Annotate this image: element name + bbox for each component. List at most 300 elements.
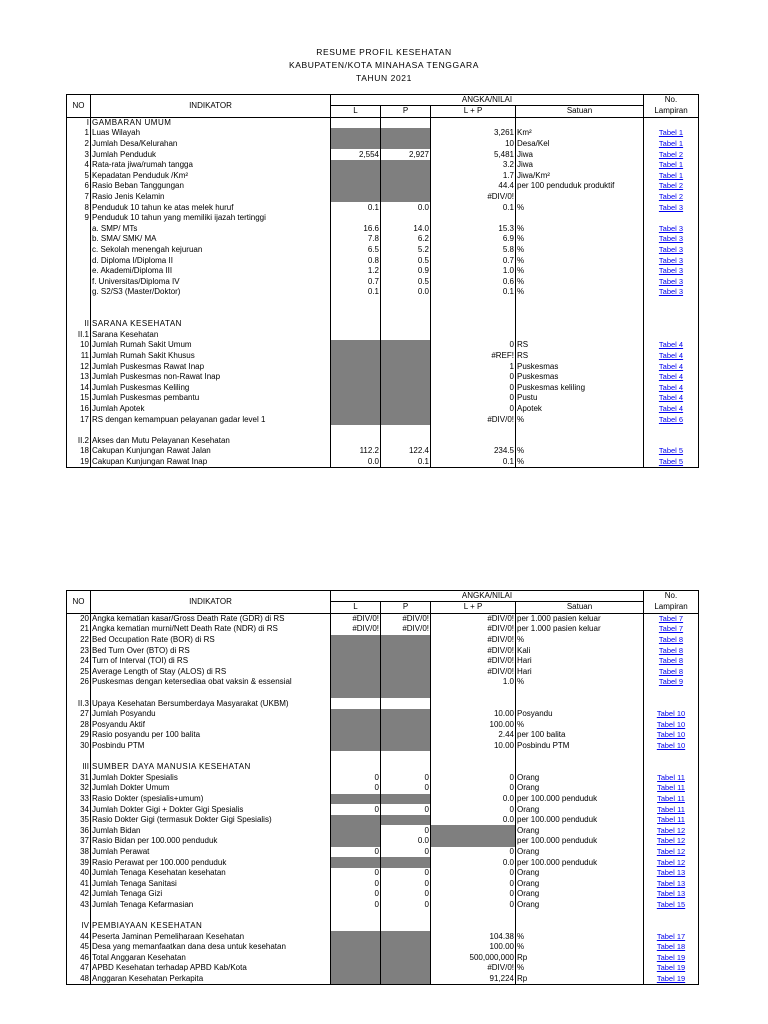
row-lampiran <box>644 942 699 953</box>
row-value-lp: #DIV/0! <box>431 192 516 203</box>
row-lampiran <box>644 393 699 404</box>
lampiran-link[interactable]: Tabel 1 <box>658 170 684 180</box>
row-indicator: PEMBIAYAAN KESEHATAN <box>91 921 331 932</box>
row-value-lp: #DIV/0! <box>431 635 516 646</box>
lampiran-link[interactable]: Tabel 3 <box>658 266 684 276</box>
row-lampiran <box>644 171 699 182</box>
row-value-p <box>381 128 431 139</box>
row-value-l <box>331 825 381 836</box>
row-unit: % <box>516 202 644 213</box>
row-number: 39 <box>67 857 91 868</box>
row-lampiran <box>644 762 699 773</box>
row-unit: Orang <box>516 847 644 858</box>
row-unit <box>516 698 644 709</box>
row-unit: Orang <box>516 868 644 879</box>
table-row <box>67 773 699 784</box>
row-value-lp: 15.3 <box>431 224 516 235</box>
lampiran-link[interactable]: Tabel 7 <box>658 613 684 623</box>
row-indicator: c. Sekolah menengah kejuruan <box>91 245 331 256</box>
lampiran-link[interactable]: Tabel 17 <box>656 931 686 941</box>
lampiran-link[interactable]: Tabel 8 <box>658 635 684 645</box>
row-value-p: 2,927 <box>381 149 431 160</box>
row-unit: % <box>516 963 644 974</box>
table-row <box>67 921 699 932</box>
lampiran-link[interactable]: Tabel 13 <box>656 868 686 878</box>
lampiran-link[interactable]: Tabel 1 <box>658 128 684 138</box>
row-unit: Posbindu PTM <box>516 741 644 752</box>
row-value-l: 1.2 <box>331 266 381 277</box>
row-indicator: Rasio Bidan per 100.000 penduduk <box>91 836 331 847</box>
table-row <box>67 677 699 688</box>
row-value-l: 2,554 <box>331 149 381 160</box>
row-unit <box>516 329 644 340</box>
table-row <box>67 372 699 383</box>
row-number: 27 <box>67 709 91 720</box>
row-value-p: #DIV/0! <box>381 613 431 624</box>
row-indicator: Cakupan Kunjungan Rawat Inap <box>91 457 331 468</box>
row-indicator: SARANA KESEHATAN <box>91 319 331 330</box>
row-value-lp <box>431 698 516 709</box>
table-row <box>67 329 699 340</box>
row-unit: % <box>516 245 644 256</box>
lampiran-link[interactable]: Tabel 8 <box>658 645 684 655</box>
table-row <box>67 656 699 667</box>
lampiran-link[interactable]: Tabel 2 <box>658 181 684 191</box>
row-value-lp: #REF! <box>431 351 516 362</box>
row-value-l: #DIV/0! <box>331 613 381 624</box>
lampiran-link[interactable]: Tabel 19 <box>656 974 686 984</box>
lampiran-link[interactable]: Tabel 4 <box>658 340 684 350</box>
lampiran-link[interactable]: Tabel 4 <box>658 350 684 360</box>
row-number: 21 <box>67 624 91 635</box>
lampiran-link[interactable]: Tabel 3 <box>658 223 684 233</box>
row-indicator: Anggaran Kesehatan Perkapita <box>91 974 331 985</box>
row-lampiran <box>644 298 699 309</box>
row-value-l: 0 <box>331 900 381 911</box>
row-number: 30 <box>67 741 91 752</box>
row-lampiran <box>644 900 699 911</box>
row-value-l: 6.5 <box>331 245 381 256</box>
row-lampiran <box>644 425 699 436</box>
row-value-lp: 5.8 <box>431 245 516 256</box>
row-number <box>67 234 91 245</box>
row-indicator: GAMBARAN UMUM <box>91 117 331 128</box>
row-lampiran <box>644 836 699 847</box>
table-row <box>67 117 699 128</box>
row-indicator: Rasio Beban Tanggungan <box>91 181 331 192</box>
row-unit: Rp <box>516 974 644 985</box>
row-unit: per 100.000 penduduk <box>516 794 644 805</box>
lampiran-link[interactable]: Tabel 3 <box>658 234 684 244</box>
lampiran-link[interactable]: Tabel 4 <box>658 382 684 392</box>
lampiran-link[interactable]: Tabel 12 <box>656 836 686 846</box>
row-value-l <box>331 974 381 985</box>
row-value-l <box>331 953 381 964</box>
row-value-lp <box>431 825 516 836</box>
row-lampiran <box>644 255 699 266</box>
lampiran-link[interactable]: Tabel 15 <box>656 899 686 909</box>
row-value-p: 0 <box>381 868 431 879</box>
row-value-l <box>331 404 381 415</box>
row-unit: Pustu <box>516 393 644 404</box>
lampiran-link[interactable]: Tabel 11 <box>657 793 685 803</box>
lampiran-link[interactable]: Tabel 7 <box>658 624 684 634</box>
row-value-lp: 0 <box>431 372 516 383</box>
row-value-lp: 100.00 <box>431 720 516 731</box>
row-value-p <box>381 340 431 351</box>
row-number: 13 <box>67 372 91 383</box>
table-row <box>67 741 699 752</box>
table-row <box>67 804 699 815</box>
header-l: L <box>331 106 381 118</box>
row-lampiran <box>644 815 699 826</box>
table-row <box>67 351 699 362</box>
row-value-p <box>381 192 431 203</box>
row-value-p: 0 <box>381 783 431 794</box>
row-value-l <box>331 329 381 340</box>
lampiran-link[interactable]: Tabel 4 <box>658 372 684 382</box>
row-value-l <box>331 160 381 171</box>
row-indicator: Rata-rata jiwa/rumah tangga <box>91 160 331 171</box>
row-number: 1 <box>67 128 91 139</box>
lampiran-link[interactable]: Tabel 12 <box>656 825 686 835</box>
row-lampiran <box>644 751 699 762</box>
table-row <box>67 160 699 171</box>
row-indicator <box>91 688 331 699</box>
row-unit: per 100 penduduk produktif <box>516 181 644 192</box>
row-indicator: Posbindu PTM <box>91 741 331 752</box>
row-lampiran <box>644 953 699 964</box>
table-row <box>67 277 699 288</box>
lampiran-link[interactable]: Tabel 1 <box>658 139 684 149</box>
row-lampiran <box>644 773 699 784</box>
table-row <box>67 730 699 741</box>
row-value-p <box>381 404 431 415</box>
row-unit: Kali <box>516 645 644 656</box>
row-unit: per 1.000 pasien keluar <box>516 624 644 635</box>
row-lampiran <box>644 361 699 372</box>
report-title-line-1: RESUME PROFIL KESEHATAN <box>316 47 452 57</box>
row-lampiran <box>644 677 699 688</box>
row-value-l: 0 <box>331 773 381 784</box>
row-value-lp: 0.0 <box>431 857 516 868</box>
row-value-lp: 0 <box>431 773 516 784</box>
row-unit: Hari <box>516 667 644 678</box>
row-number: 37 <box>67 836 91 847</box>
row-value-l <box>331 340 381 351</box>
row-value-l: 0.0 <box>331 457 381 468</box>
row-indicator: Upaya Kesehatan Bersumberdaya Masyarakat (UKBM) <box>91 698 331 709</box>
table-row <box>67 435 699 446</box>
row-lampiran <box>644 160 699 171</box>
row-indicator: Jumlah Puskesmas pembantu <box>91 393 331 404</box>
lampiran-link[interactable]: Tabel 19 <box>656 952 686 962</box>
row-unit: Km² <box>516 128 644 139</box>
row-number <box>67 245 91 256</box>
row-value-l <box>331 709 381 720</box>
profile-table-2 <box>66 590 699 985</box>
row-value-p: 0.0 <box>381 202 431 213</box>
row-unit <box>516 762 644 773</box>
row-lampiran <box>644 139 699 150</box>
row-value-l <box>331 667 381 678</box>
row-value-l <box>331 910 381 921</box>
row-indicator: Desa yang memanfaatkan dana desa untuk kesehatan <box>91 942 331 953</box>
row-value-l <box>331 921 381 932</box>
row-indicator: Jumlah Bidan <box>91 825 331 836</box>
row-lampiran <box>644 931 699 942</box>
row-number <box>67 255 91 266</box>
row-unit: Orang <box>516 773 644 784</box>
row-number: 34 <box>67 804 91 815</box>
row-value-lp <box>431 751 516 762</box>
row-value-lp: 5,481 <box>431 149 516 160</box>
lampiran-link[interactable]: Tabel 4 <box>658 393 684 403</box>
row-value-l <box>331 414 381 425</box>
row-lampiran <box>644 308 699 319</box>
lampiran-link[interactable]: Tabel 13 <box>656 889 686 899</box>
row-number: 9 <box>67 213 91 224</box>
row-value-lp: 234.5 <box>431 446 516 457</box>
lampiran-link[interactable]: Tabel 10 <box>656 719 686 729</box>
row-value-l <box>331 656 381 667</box>
row-number <box>67 298 91 309</box>
table-row <box>67 709 699 720</box>
table-row <box>67 266 699 277</box>
row-indicator: Total Anggaran Kesehatan <box>91 953 331 964</box>
lampiran-link[interactable]: Tabel 3 <box>658 245 684 255</box>
table-row <box>67 963 699 974</box>
lampiran-link[interactable]: Tabel 3 <box>658 202 684 212</box>
row-unit: % <box>516 931 644 942</box>
row-lampiran <box>644 181 699 192</box>
row-value-lp: 10.00 <box>431 741 516 752</box>
row-lampiran <box>644 457 699 468</box>
row-indicator: Bed Turn Over (BTO) di RS <box>91 645 331 656</box>
row-number: 14 <box>67 382 91 393</box>
table-row <box>67 393 699 404</box>
row-unit: % <box>516 677 644 688</box>
row-value-lp: 0 <box>431 404 516 415</box>
table-row <box>67 319 699 330</box>
row-lampiran <box>644 974 699 985</box>
row-indicator: Rasio Dokter Gigi (termasuk Dokter Gigi Spesialis) <box>91 815 331 826</box>
row-unit <box>516 117 644 128</box>
lampiran-link[interactable]: Tabel 19 <box>656 963 686 973</box>
row-number: 5 <box>67 171 91 182</box>
row-value-p: 0.0 <box>381 287 431 298</box>
row-indicator: Jumlah Rumah Sakit Umum <box>91 340 331 351</box>
row-unit: Orang <box>516 825 644 836</box>
table-row <box>67 868 699 879</box>
row-value-p <box>381 921 431 932</box>
row-value-lp: #DIV/0! <box>431 624 516 635</box>
lampiran-link[interactable]: Tabel 2 <box>658 192 684 202</box>
row-lampiran <box>644 224 699 235</box>
lampiran-link[interactable]: Tabel 2 <box>658 149 684 159</box>
row-unit <box>516 910 644 921</box>
row-unit: per 100 balita <box>516 730 644 741</box>
table-row <box>67 889 699 900</box>
row-lampiran <box>644 645 699 656</box>
row-value-lp: 0 <box>431 393 516 404</box>
lampiran-link[interactable]: Tabel 11 <box>657 772 685 782</box>
row-value-lp <box>431 435 516 446</box>
row-value-p <box>381 942 431 953</box>
row-unit: % <box>516 287 644 298</box>
row-value-l: 0.7 <box>331 277 381 288</box>
row-number: 6 <box>67 181 91 192</box>
row-unit: Rp <box>516 953 644 964</box>
row-value-p <box>381 414 431 425</box>
header-lampiran-no: No. <box>644 95 699 106</box>
lampiran-link[interactable]: Tabel 4 <box>658 403 684 413</box>
lampiran-link[interactable]: Tabel 3 <box>658 287 684 297</box>
row-value-lp: 10 <box>431 139 516 150</box>
row-number: 20 <box>67 613 91 624</box>
header-l: L <box>331 602 381 614</box>
row-number <box>67 688 91 699</box>
row-unit: % <box>516 446 644 457</box>
row-indicator: RS dengan kemampuan pelayanan gadar level 1 <box>91 414 331 425</box>
row-value-p <box>381 953 431 964</box>
row-unit: % <box>516 414 644 425</box>
lampiran-link[interactable]: Tabel 6 <box>658 414 684 424</box>
row-unit: Orang <box>516 900 644 911</box>
lampiran-link[interactable]: Tabel 3 <box>658 255 684 265</box>
row-number: 19 <box>67 457 91 468</box>
row-value-p <box>381 720 431 731</box>
row-value-p <box>381 393 431 404</box>
row-value-p: 0 <box>381 889 431 900</box>
row-value-p: 5.2 <box>381 245 431 256</box>
row-unit: Puskesmas <box>516 372 644 383</box>
row-value-p <box>381 688 431 699</box>
row-value-lp <box>431 910 516 921</box>
row-number <box>67 277 91 288</box>
row-value-l <box>331 720 381 731</box>
lampiran-link[interactable]: Tabel 5 <box>658 456 684 466</box>
lampiran-link[interactable]: Tabel 13 <box>656 878 686 888</box>
lampiran-link[interactable]: Tabel 10 <box>656 730 686 740</box>
lampiran-link[interactable]: Tabel 12 <box>656 857 686 867</box>
row-unit <box>516 435 644 446</box>
row-value-lp: 91,224 <box>431 974 516 985</box>
row-value-p <box>381 656 431 667</box>
row-value-p: 0 <box>381 804 431 815</box>
row-value-lp: 2.44 <box>431 730 516 741</box>
lampiran-link[interactable]: Tabel 1 <box>658 160 684 170</box>
row-number: 15 <box>67 393 91 404</box>
row-lampiran <box>644 857 699 868</box>
lampiran-link[interactable]: Tabel 8 <box>658 666 684 676</box>
row-lampiran <box>644 234 699 245</box>
row-indicator <box>91 308 331 319</box>
row-value-l <box>331 372 381 383</box>
row-value-p <box>381 931 431 942</box>
row-lampiran <box>644 635 699 646</box>
row-indicator: Jumlah Posyandu <box>91 709 331 720</box>
table-row <box>67 308 699 319</box>
row-number: II.1 <box>67 329 91 340</box>
row-lampiran <box>644 128 699 139</box>
row-value-l: 0.1 <box>331 202 381 213</box>
row-unit: per 100.000 penduduk <box>516 836 644 847</box>
row-value-p <box>381 667 431 678</box>
header-indikator: INDIKATOR <box>91 95 331 118</box>
row-indicator: Rasio posyandu per 100 balita <box>91 730 331 741</box>
table-row <box>67 213 699 224</box>
row-indicator: Jumlah Dokter Spesialis <box>91 773 331 784</box>
row-number: 46 <box>67 953 91 964</box>
row-unit: Hari <box>516 656 644 667</box>
table-row <box>67 624 699 635</box>
row-lampiran <box>644 329 699 340</box>
row-value-l <box>331 128 381 139</box>
row-value-p <box>381 319 431 330</box>
row-number <box>67 287 91 298</box>
profile-table-1 <box>66 94 699 468</box>
row-unit: per 100.000 penduduk <box>516 815 644 826</box>
row-value-l: 0 <box>331 847 381 858</box>
lampiran-link[interactable]: Tabel 10 <box>656 709 686 719</box>
row-value-p <box>381 213 431 224</box>
row-value-p: 0.0 <box>381 836 431 847</box>
row-unit: per 100.000 penduduk <box>516 857 644 868</box>
table-2-body <box>67 613 699 985</box>
table-row <box>67 794 699 805</box>
lampiran-link[interactable]: Tabel 4 <box>658 361 684 371</box>
lampiran-link[interactable]: Tabel 11 <box>657 783 685 793</box>
lampiran-link[interactable]: Tabel 8 <box>658 656 684 666</box>
row-value-l <box>331 308 381 319</box>
row-number <box>67 425 91 436</box>
table-row <box>67 931 699 942</box>
row-value-lp: 1.7 <box>431 171 516 182</box>
lampiran-link[interactable]: Tabel 10 <box>656 741 686 751</box>
row-value-lp <box>431 762 516 773</box>
header-indikator: INDIKATOR <box>91 591 331 614</box>
lampiran-link[interactable]: Tabel 3 <box>658 276 684 286</box>
row-value-l: 0 <box>331 878 381 889</box>
table-row <box>67 181 699 192</box>
table-row <box>67 836 699 847</box>
row-lampiran <box>644 266 699 277</box>
row-value-l: 0.8 <box>331 255 381 266</box>
table-row <box>67 446 699 457</box>
header-lampiran-no: No. <box>644 591 699 602</box>
row-lampiran <box>644 213 699 224</box>
row-value-l <box>331 361 381 372</box>
table-row <box>67 825 699 836</box>
row-value-l <box>331 857 381 868</box>
row-value-lp: 500,000,000 <box>431 953 516 964</box>
lampiran-link[interactable]: Tabel 12 <box>656 846 686 856</box>
lampiran-link[interactable]: Tabel 9 <box>658 677 684 687</box>
lampiran-link[interactable]: Tabel 11 <box>657 804 685 814</box>
lampiran-link[interactable]: Tabel 18 <box>656 942 686 952</box>
table-row <box>67 910 699 921</box>
row-lampiran <box>644 117 699 128</box>
row-value-l: 7.8 <box>331 234 381 245</box>
row-indicator: Rasio Dokter (spesialis+umum) <box>91 794 331 805</box>
lampiran-link[interactable]: Tabel 11 <box>657 815 685 825</box>
lampiran-link[interactable]: Tabel 5 <box>658 446 684 456</box>
row-indicator: Jumlah Tenaga Gizi <box>91 889 331 900</box>
row-value-p <box>381 372 431 383</box>
row-unit <box>516 425 644 436</box>
row-value-l: 0 <box>331 868 381 879</box>
